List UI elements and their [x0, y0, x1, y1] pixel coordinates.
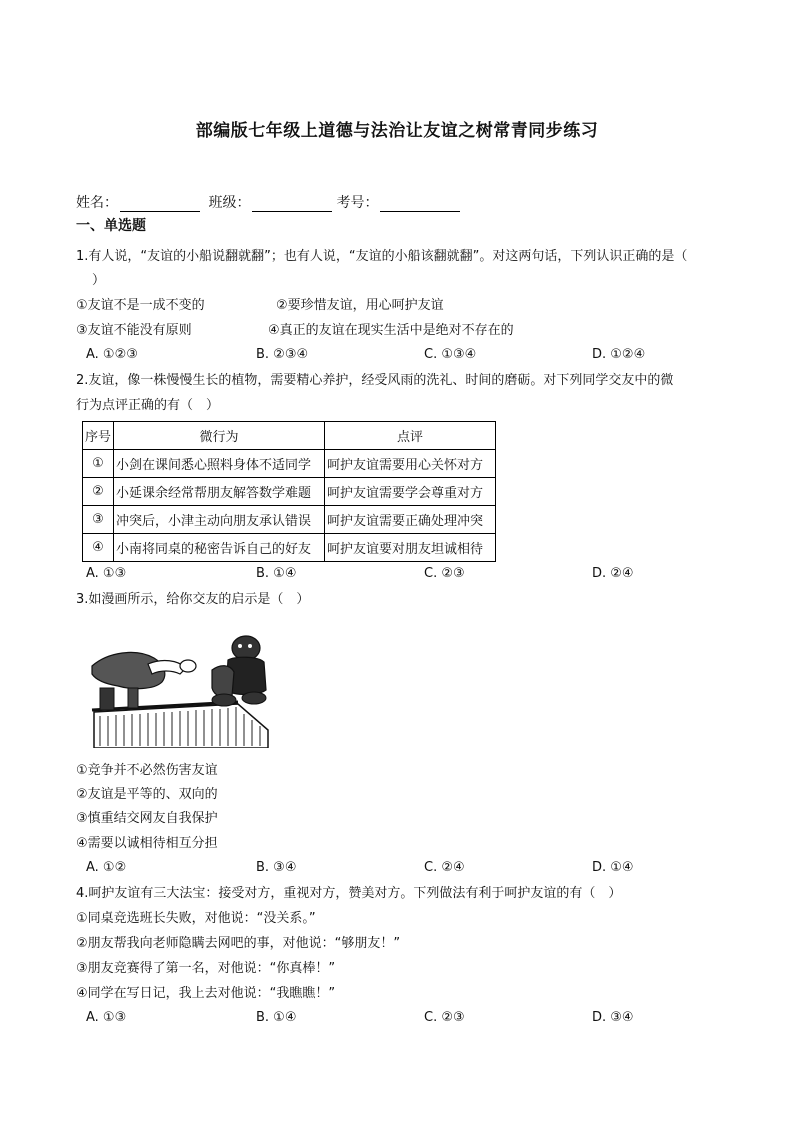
q1-statement: ②要珍惜友谊，用心呵护友谊: [276, 298, 444, 313]
q1-stem-line2: ）: [92, 273, 106, 288]
section-heading: 一、单选题: [76, 218, 146, 234]
q1-statement: ④真正的友谊在现实生活中是绝对不存在的: [268, 323, 514, 338]
option-d[interactable]: D. ②④: [592, 566, 634, 581]
q1-options: [86, 347, 706, 365]
cartoon-platform: [92, 702, 268, 748]
q4-statement: ④同学在写日记，我上去对他说：“我瞧瞧！”: [76, 986, 336, 1001]
class-blank[interactable]: [252, 197, 332, 212]
option-a[interactable]: A. ①③: [86, 566, 127, 581]
row-no: ②: [83, 478, 114, 506]
row-behavior: 小延课余经常帮朋友解答数学难题: [114, 478, 325, 506]
q3-statement: ①竞争并不必然伤害友谊: [76, 763, 218, 778]
header-comment: 点评: [325, 422, 496, 450]
q2-stem-line1: 2.友谊，像一株慢慢生长的植物，需要精心养护，经受风雨的洗礼、时间的磨砺。对下列同学交友中的微: [76, 373, 674, 388]
row-no: ④: [83, 534, 114, 562]
cartoon-left-figure: [92, 652, 196, 710]
option-b[interactable]: B. ①④: [256, 566, 297, 581]
q4-statement: ①同桌竞选班长失败，对他说：“没关系。”: [76, 911, 316, 926]
q2-options: [86, 566, 706, 584]
q4-stem: 4.呵护友谊有三大法宝：接受对方，重视对方，赞美对方。下列做法有利于呵护友谊的有（ ）: [76, 886, 622, 901]
table-row: [83, 478, 496, 506]
option-d[interactable]: D. ③④: [592, 1010, 634, 1025]
header-behavior: 微行为: [114, 422, 325, 450]
q2-table: [82, 421, 496, 562]
option-a[interactable]: A. ①②: [86, 860, 127, 875]
table-row: [83, 534, 496, 562]
row-behavior: 小剑在课间悉心照料身体不适同学: [114, 450, 325, 478]
option-c[interactable]: C. ②④: [424, 860, 465, 875]
q1-stem-line1: 1.有人说，“友谊的小船说翻就翻”；也有人说，“友谊的小船该翻就翻”。对这两句话，下列认识正确的是（: [76, 249, 688, 264]
option-d[interactable]: D. ①④: [592, 860, 634, 875]
option-c[interactable]: C. ②③: [424, 566, 465, 581]
q3-options: [86, 860, 706, 878]
q3-stem: 3.如漫画所示，给你交友的启示是（ ）: [76, 592, 310, 607]
row-comment: 呵护友谊需要学会尊重对方: [325, 478, 496, 506]
q4-statement: ②朋友帮我向老师隐瞒去网吧的事，对他说：“够朋友！”: [76, 936, 401, 951]
option-d[interactable]: D. ①②④: [592, 347, 646, 362]
option-b[interactable]: B. ②③④: [256, 347, 309, 362]
option-a[interactable]: A. ①③: [86, 1010, 127, 1025]
table-header-row: [83, 422, 496, 450]
q4-options: [86, 1010, 706, 1028]
q1-statement: ③友谊不能没有原则: [76, 323, 192, 338]
q3-statement: ②友谊是平等的、双向的: [76, 787, 218, 802]
q3-statement: ④需要以诚相待相互分担: [76, 836, 218, 851]
name-label: 姓名：: [76, 195, 118, 211]
option-b[interactable]: B. ①④: [256, 1010, 297, 1025]
row-no: ③: [83, 506, 114, 534]
table-row: [83, 506, 496, 534]
option-b[interactable]: B. ③④: [256, 860, 297, 875]
row-behavior: 冲突后，小津主动向朋友承认错误: [114, 506, 325, 534]
q3-statement: ③慎重结交网友自我保护: [76, 811, 218, 826]
row-comment: 呵护友谊要对朋友坦诚相待: [325, 534, 496, 562]
cartoon-image: [88, 630, 270, 748]
q2-stem-line2: 行为点评正确的有（ ）: [76, 398, 220, 413]
cartoon-right-figure: [212, 636, 266, 706]
class-label: 班级：: [208, 195, 251, 211]
header-no: 序号: [83, 422, 114, 450]
q1-statement: ①友谊不是一成不变的: [76, 298, 205, 313]
table-row: [83, 450, 496, 478]
name-blank[interactable]: [120, 197, 200, 212]
option-c[interactable]: C. ①③④: [424, 347, 477, 362]
student-info-line: [76, 192, 464, 212]
row-comment: 呵护友谊需要正确处理冲突: [325, 506, 496, 534]
option-c[interactable]: C. ②③: [424, 1010, 465, 1025]
row-no: ①: [83, 450, 114, 478]
option-a[interactable]: A. ①②③: [86, 347, 138, 362]
exam-number-blank[interactable]: [380, 197, 460, 212]
document-title: 部编版七年级上道德与法治让友谊之树常青同步练习: [195, 121, 599, 141]
row-behavior: 小南将同桌的秘密告诉自己的好友: [114, 534, 325, 562]
row-comment: 呵护友谊需要用心关怀对方: [325, 450, 496, 478]
q4-statement: ③朋友竞赛得了第一名，对他说：“你真棒！”: [76, 961, 336, 976]
exam-number-label: 考号：: [336, 195, 379, 211]
